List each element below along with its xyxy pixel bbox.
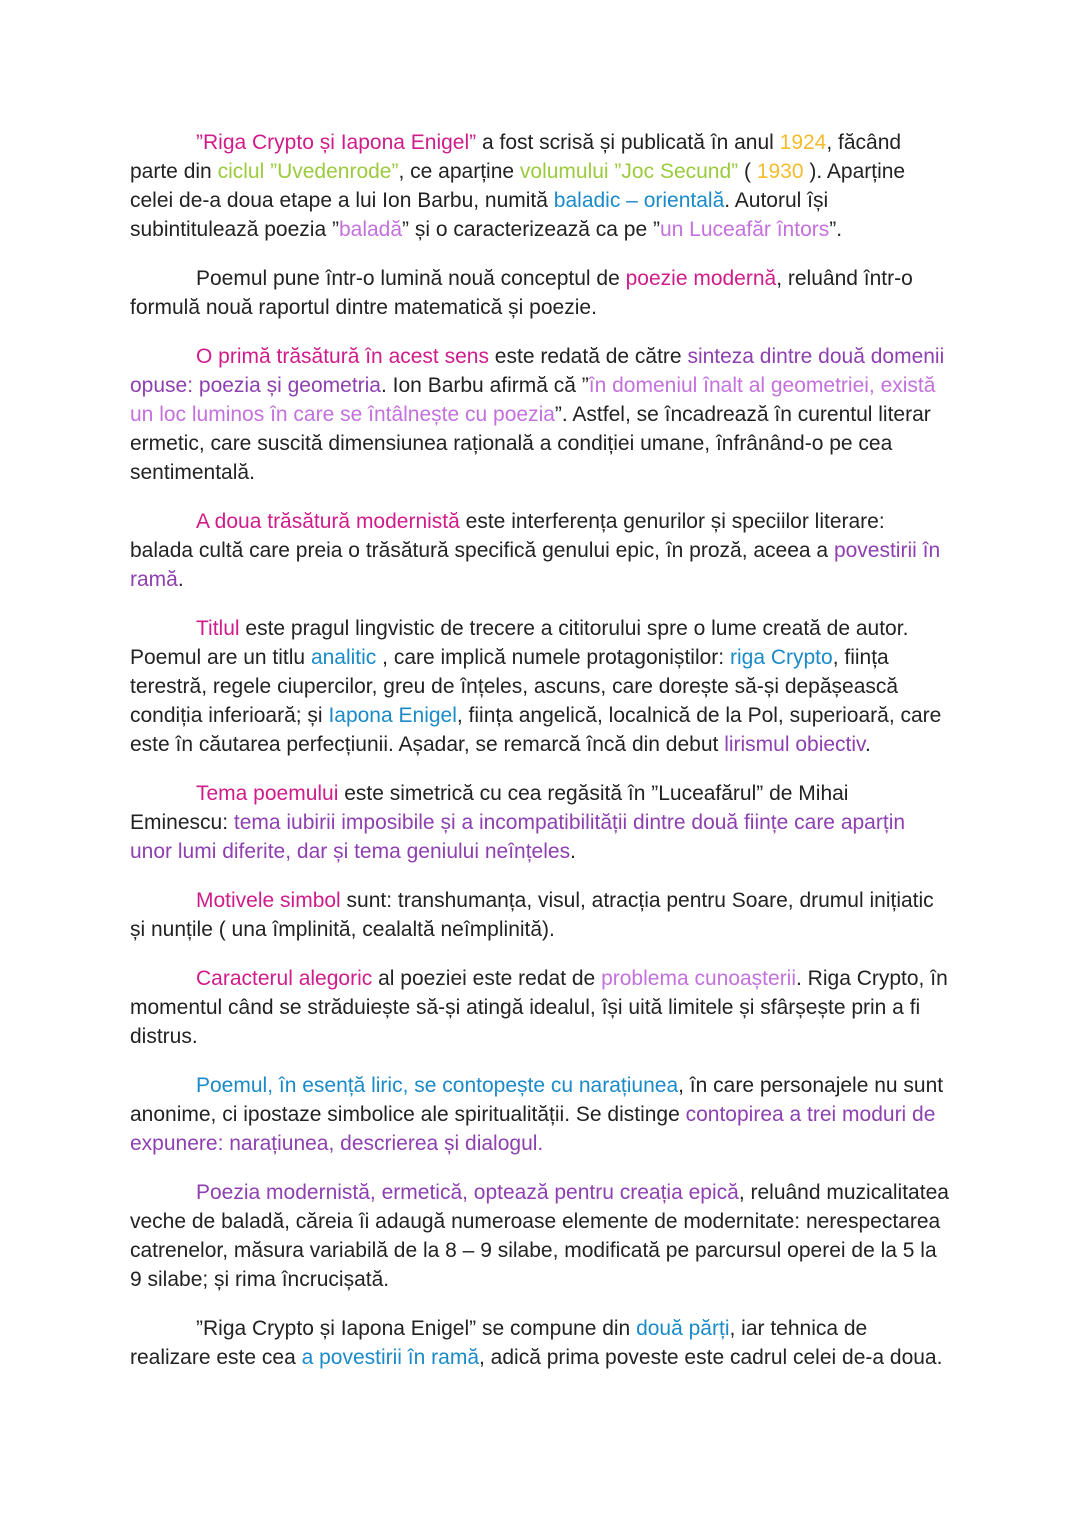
highlighted-phrase: problema cunoașterii <box>601 967 797 990</box>
paragraph <box>130 886 952 944</box>
highlighted-phrase: contopirea a trei moduri de expunere: narațiunea, descrierea și dialogul. <box>130 1103 936 1155</box>
highlighted-phrase: riga Crypto <box>729 646 833 669</box>
paragraph <box>130 964 952 1051</box>
highlighted-phrase: Titlul <box>196 617 240 640</box>
highlighted-phrase: O primă trăsătură în acest sens <box>196 345 489 368</box>
highlighted-phrase: analitic <box>310 646 377 669</box>
text-run: ). Aparține celei de-a doua etape a lui Ion Barbu, numită <box>130 160 906 212</box>
highlighted-phrase: Poezia modernistă, ermetică, optează pentru creația epică <box>196 1181 739 1204</box>
highlighted-phrase: baladic – orientală <box>553 189 725 212</box>
text-run: . <box>570 840 576 863</box>
paragraph <box>130 264 952 322</box>
text-run: este redată de către <box>488 345 688 368</box>
paragraph <box>130 1071 952 1158</box>
text-run: . Autorul își subintitulează poezia ” <box>130 189 829 241</box>
highlighted-phrase: volumului ”Joc Secund” <box>519 160 739 183</box>
highlighted-phrase: ”Riga Crypto și Iapona Enigel” <box>196 131 477 154</box>
text-run: , ființa angelică, localnică de la Pol, superioară, care este în căutarea perfecțiunii. Așadar, se remarcă încă din debut <box>130 704 942 756</box>
highlighted-phrase: a povestirii în ramă <box>301 1346 479 1369</box>
text-run: , care implică numele protagoniștilor: <box>376 646 730 669</box>
text-run: este pragul lingvistic de trecere a cititorului spre o lume creată de autor. Poemul are un titlu <box>130 617 909 669</box>
text-run: al poeziei este redat de <box>372 967 602 990</box>
highlighted-phrase: A doua trăsătură modernistă <box>196 510 460 533</box>
text-run: , ființa terestră, regele ciupercilor, greu de înțeles, ascuns, care dorește să-și depășească condiția inferioară; și <box>130 646 899 727</box>
highlighted-phrase: sinteza dintre două domenii opuse: poezia și geometria <box>130 345 945 397</box>
paragraph <box>130 507 952 594</box>
text-run: ( <box>738 160 757 183</box>
highlighted-phrase: povestirii în ramă <box>130 539 941 591</box>
text-run: sunt: transhumanța, visul, atracția pentru Soare, drumul inițiatic și nunțile ( una împlinită, cealaltă neîmplinită). <box>130 889 934 941</box>
document-body <box>130 128 952 1392</box>
text-run: este interferența genurilor și speciilor literare: balada cultă care preia o trăsătură specifică genului epic, în proză, aceea a <box>130 510 885 562</box>
paragraph <box>130 1314 952 1372</box>
text-run: ”. Astfel, se încadrează în curentul literar ermetic, care suscită dimensiunea rațională a condiției umane, înfrânând-o pe cea sentimentală. <box>130 403 931 484</box>
paragraph <box>130 1178 952 1294</box>
text-run: a fost scrisă și publicată în anul <box>476 131 780 154</box>
text-run: ” și o caracterizează ca pe ” <box>402 218 660 241</box>
text-run: ”Riga Crypto și Iapona Enigel” se compune din <box>196 1317 637 1340</box>
text-run: , în care personajele nu sunt anonime, ci ipostaze simbolice ale spiritualității. Se distinge <box>130 1074 944 1126</box>
highlighted-phrase: baladă <box>338 218 403 241</box>
highlighted-phrase: 1924 <box>779 131 827 154</box>
text-run: . <box>865 733 871 756</box>
highlighted-phrase: ciclul ”Uvedenrode” <box>217 160 399 183</box>
paragraph <box>130 342 952 487</box>
text-run: este simetrică cu cea regăsită în ”Luceafărul” de Mihai Eminescu: <box>130 782 849 834</box>
paragraph <box>130 779 952 866</box>
paragraph <box>130 128 952 244</box>
highlighted-phrase: Iapona Enigel <box>328 704 457 727</box>
highlighted-phrase: un Luceafăr întors <box>659 218 830 241</box>
text-run: . <box>177 568 184 591</box>
text-run: , ce aparține <box>398 160 520 183</box>
highlighted-phrase: Motivele simbol <box>196 889 341 912</box>
text-run: , reluând muzicalitatea veche de baladă, căreia îi adaugă numeroase elemente de modernitate: nerespectarea catrenelor, măsura variabilă de la 8 – 9 silabe, modificată pe parcursul operei de la 5 la 9 silabe; și rima încrucișată. <box>130 1181 949 1291</box>
highlighted-phrase: lirismul obiectiv <box>724 733 865 756</box>
highlighted-phrase: Tema poemului <box>196 782 339 805</box>
highlighted-phrase: poezie modernă <box>625 267 777 290</box>
text-run: . Riga Crypto, în momentul când se străduiește să-și atingă idealul, își uită limitele și sfârșește prin a fi distrus. <box>130 967 948 1048</box>
highlighted-phrase: Caracterul alegoric <box>196 967 373 990</box>
text-run: , făcând parte din <box>130 131 902 183</box>
highlighted-phrase: tema iubirii imposibile și a incompatibilității dintre două ființe care aparțin unor lumi diferite, dar și tema geniului neînțeles <box>130 811 906 863</box>
text-run: ”. <box>829 218 843 241</box>
text-run: , reluând într-o formulă nouă raportul dintre matematică și poezie. <box>130 267 913 319</box>
highlighted-phrase: Poemul, în esență liric, se contopește cu narațiunea <box>196 1074 679 1097</box>
paragraph <box>130 614 952 759</box>
text-run: . Ion Barbu afirmă că ” <box>381 374 589 397</box>
highlighted-phrase: două părți <box>636 1317 730 1340</box>
text-run: , iar tehnica de realizare este cea <box>130 1317 868 1369</box>
highlighted-phrase: în domeniul înalt al geometriei, există un loc luminos în care se întâlnește cu poezia <box>130 374 936 426</box>
text-run: , adică prima poveste este cadrul celei de-a doua. <box>479 1346 943 1369</box>
text-run: Poemul pune într-o lumină nouă conceptul de <box>196 267 626 290</box>
highlighted-phrase: 1930 <box>756 160 804 183</box>
